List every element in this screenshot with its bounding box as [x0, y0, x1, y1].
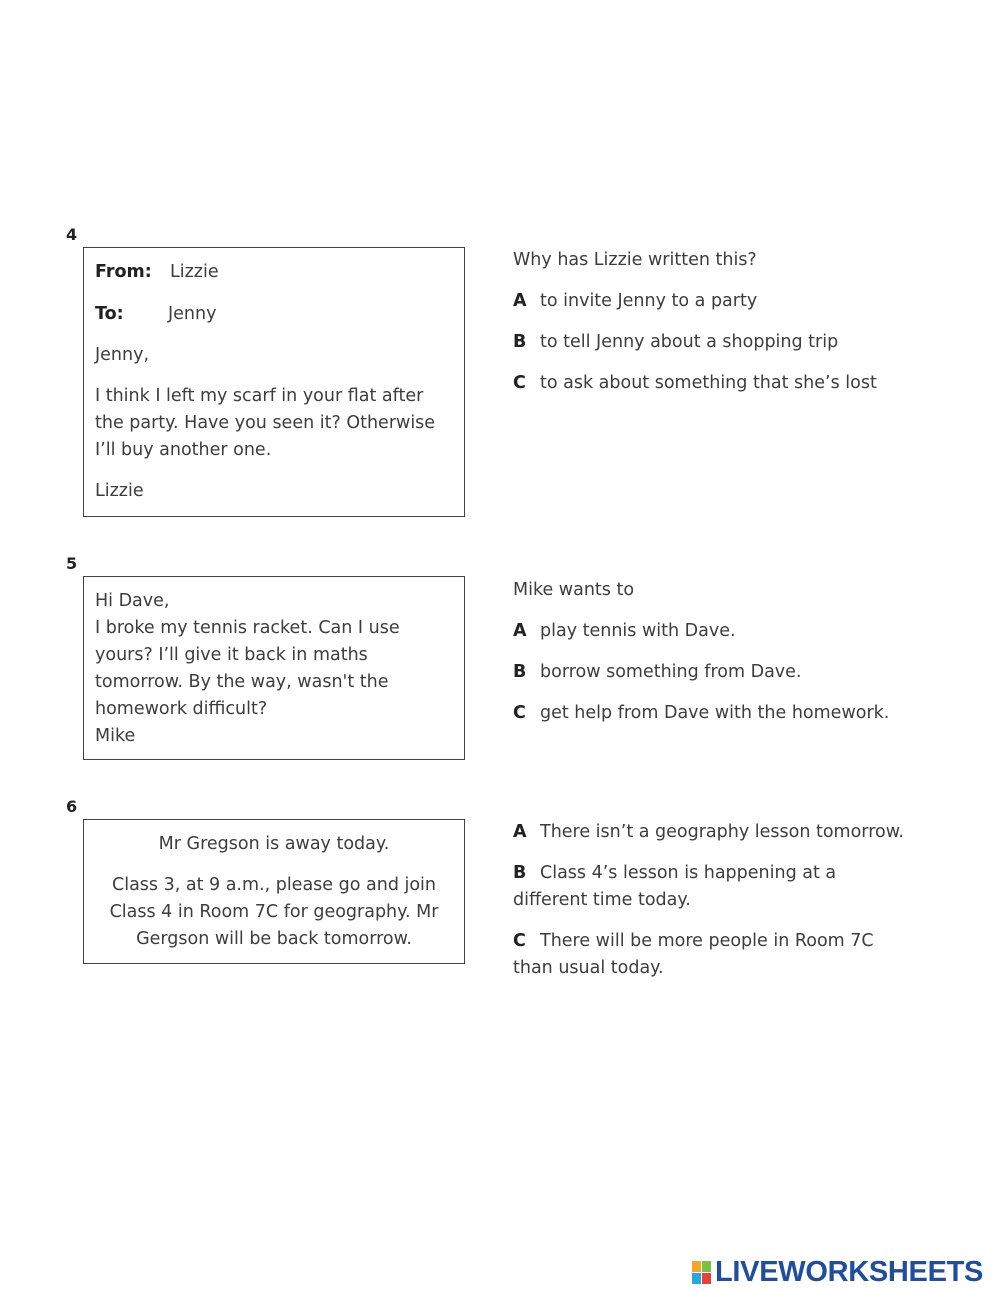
- option-c[interactable]: C get help from Dave with the homework.: [513, 703, 890, 723]
- message-box-4: [83, 247, 465, 517]
- notice-box-6: [83, 819, 465, 964]
- message-line: yours? I’ll give it back in maths: [95, 645, 368, 665]
- liveworksheets-logo: [692, 1256, 983, 1289]
- notice-line: Gergson will be back tomorrow.: [136, 929, 412, 949]
- body-line: the party. Have you seen it? Otherwise: [95, 413, 436, 433]
- option-b[interactable]: B Class 4’s lesson is happening at a different time today.: [513, 863, 837, 910]
- message-line: I broke my tennis racket. Can I use: [95, 618, 400, 638]
- to-label: To:: [95, 304, 124, 324]
- message-line: homework difficult?: [95, 699, 268, 719]
- body-line: I think I left my scarf in your flat after: [95, 386, 424, 406]
- options-5: [513, 577, 933, 741]
- option-a[interactable]: A There isn’t a geography lesson tomorrow.: [513, 822, 904, 842]
- option-b[interactable]: B to tell Jenny about a shopping trip: [513, 332, 839, 352]
- signature: Lizzie: [95, 481, 144, 501]
- message-box-5: [83, 576, 465, 760]
- to-value: Jenny: [168, 304, 217, 324]
- logo-text: LIVEWORKSHEETS: [715, 1256, 984, 1288]
- question-stem: Mike wants to: [513, 580, 635, 600]
- options-4: [513, 247, 933, 411]
- question-stem: Why has Lizzie written this?: [513, 250, 757, 270]
- option-c[interactable]: C There will be more people in Room 7C than usual today.: [513, 931, 874, 978]
- message-line: tomorrow. By the way, wasn't the: [95, 672, 389, 692]
- message-line: Mike: [95, 726, 136, 746]
- body-line: I’ll buy another one.: [95, 440, 272, 460]
- question-number-4: 4: [66, 225, 78, 244]
- notice-line: Class 3, at 9 a.m., please go and join: [111, 875, 437, 895]
- question-number-6: 6: [66, 797, 78, 816]
- liveworksheets-icon: [692, 1261, 711, 1284]
- question-number-5: 5: [66, 554, 78, 573]
- message-line: Hi Dave,: [95, 591, 170, 611]
- notice-heading: Mr Gregson is away today.: [158, 834, 390, 854]
- option-a[interactable]: A play tennis with Dave.: [513, 621, 736, 641]
- option-c[interactable]: C to ask about something that she’s lost: [513, 373, 877, 393]
- greeting: Jenny,: [95, 345, 150, 365]
- option-a[interactable]: A to invite Jenny to a party: [513, 291, 758, 311]
- option-b[interactable]: B borrow something from Dave.: [513, 662, 802, 682]
- from-label: From:: [95, 262, 152, 282]
- from-value: Lizzie: [170, 262, 219, 282]
- notice-line: Class 4 in Room 7C for geography. Mr: [109, 902, 439, 922]
- options-6: [513, 819, 913, 996]
